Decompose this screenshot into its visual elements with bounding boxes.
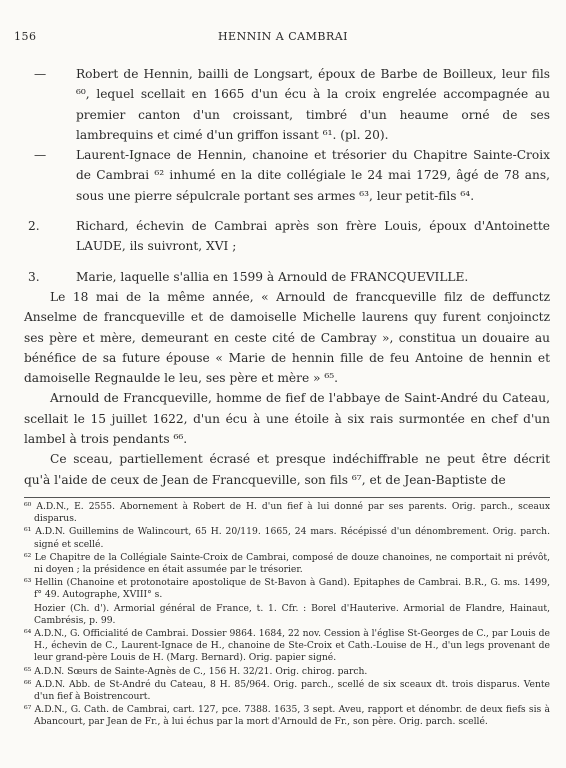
footnote: ⁶² Le Chapitre de la Collégiale Sainte-Croix de Cambrai, composé de douze chanoines, ne comportait ni prévôt, ni doyen ; la présidence en était assumée par le trésorier.	[24, 551, 550, 576]
main-text	[24, 64, 550, 490]
paragraph: Le 18 mai de la même année, « Arnould de francqueville filz de deffunctz Anselme de francqueville et de damoiselle Michelle laurens quy furent conjoinctz ses père et mère, demeurant en ceste cité de Cambray », constitua un douaire au bénéfice de sa future épouse « Marie de hennin fille de feu Antoine de hennin et damoiselle Regnaulde le leu, ses père et mère » ⁶⁵.	[24, 289, 550, 386]
item-marker: —	[34, 67, 47, 81]
running-title: HENNIN A CAMBRAI	[217, 30, 349, 43]
footnotes	[24, 497, 550, 730]
footnote: ⁶⁵ A.D.N. Sœurs de Sainte-Agnès de C., 156 H. 32/21. Orig. chirog. parch.	[24, 665, 368, 677]
list-item	[24, 216, 550, 257]
footnote: ⁶⁴ A.D.N., G. Officialité de Cambrai. Dossier 9864. 1684, 22 nov. Cession à l'église St-Georges de C., par Louis de H., échevin de C., Laurent-Ignace de H., chanoine de Ste-Croix et Cath.-Louise de H., d'un legs provenant de leur grand-père Louis de H. (Marg. Bernard). Orig. papier signé.	[24, 628, 550, 664]
footnote: ⁶⁰ A.D.N., E. 2555. Abornement à Robert de H. d'un fief à lui donné par ses parents. Orig. parch., sceaux disparus.	[24, 501, 550, 525]
item-text: Richard, échevin de Cambrai après son frère Louis, époux d'Antoinette LAUDE, ils suivront, XVI ;	[76, 219, 550, 254]
footnote: ⁶⁶ A.D.N. Abb. de St-André du Cateau, 8 H. 85/964. Orig. parch., scellé de six sceaux dt. trois disparus. Vente d'un fief à Boistrencourt.	[24, 678, 550, 703]
footnote: ⁶³ Hellin (Chanoine et protonotaire apostolique de St-Bavon à Gand). Epitaphes de Cambrai. B.R., G. ms. 1499, f° 49. Autographe, XVIII° s.	[24, 577, 550, 601]
list-item	[24, 267, 550, 287]
page-header	[0, 30, 566, 50]
item-text: Marie, laquelle s'allia en 1599 à Arnould de FRANCQUEVILLE.	[76, 269, 469, 284]
footnote: Hozier (Ch. d'). Armorial général de France, t. 1. Cfr. : Borel d'Hauterive. Armorial de Flandre, Hainaut, Cambrésis, p. 99.	[34, 602, 550, 626]
footnote: ⁶⁷ A.D.N., G. Cath. de Cambrai, cart. 127, pce. 7388. 1635, 3 sept. Aveu, rapport et dénombr. de deux fiefs sis à Abancourt, par Jean de Fr., à lui échus par la mort d'Arnould de Fr., son père. Orig. parch. scellé.	[24, 704, 550, 728]
item-text: Laurent-Ignace de Hennin, chanoine et trésorier du Chapitre Sainte-Croix de Cambrai ⁶² inhumé en la dite collégiale le 24 mai 1729, âgé de 78 ans, sous une pierre sépulcrale portant ses armes ⁶³, leur petit-fils ⁶⁴.	[76, 148, 550, 203]
item-marker: 3.	[28, 269, 40, 284]
list-item	[24, 145, 550, 206]
item-marker: —	[34, 148, 47, 163]
item-marker: 2.	[28, 219, 40, 234]
list-item	[24, 64, 550, 145]
page-number: 156	[14, 30, 37, 43]
item-text: Robert de Hennin, bailli de Longsart, époux de Barbe de Boilleux, leur fils ⁶⁰, lequel scellait en 1665 d'un écu à la croix engrelée accompagnée au premier canton d'un croissant, timbré d'un heaume orné de ses lambrequins et cimé d'un griffon issant ⁶¹. (pl. 20).	[76, 67, 550, 142]
paragraph: Arnould de Francqueville, homme de fief de l'abbaye de Saint-André du Cateau, scellait le 15 juillet 1622, d'un écu à une étoile à six rais surmontée en chef d'un lambel à trois pendants ⁶⁶.	[24, 391, 550, 447]
paragraph: Ce sceau, partiellement écrasé et presque indéchiffrable ne peut être décrit qu'à l'aide de ceux de Jean de Francqueville, son fils ⁶⁷, et de Jean-Baptiste de	[24, 452, 550, 487]
footnote: ⁶¹ A.D.N. Guillemins de Walincourt, 65 H. 20/119. 1665, 24 mars. Récépissé d'un dénombrement. Orig. parch. signé et scellé.	[24, 526, 550, 550]
